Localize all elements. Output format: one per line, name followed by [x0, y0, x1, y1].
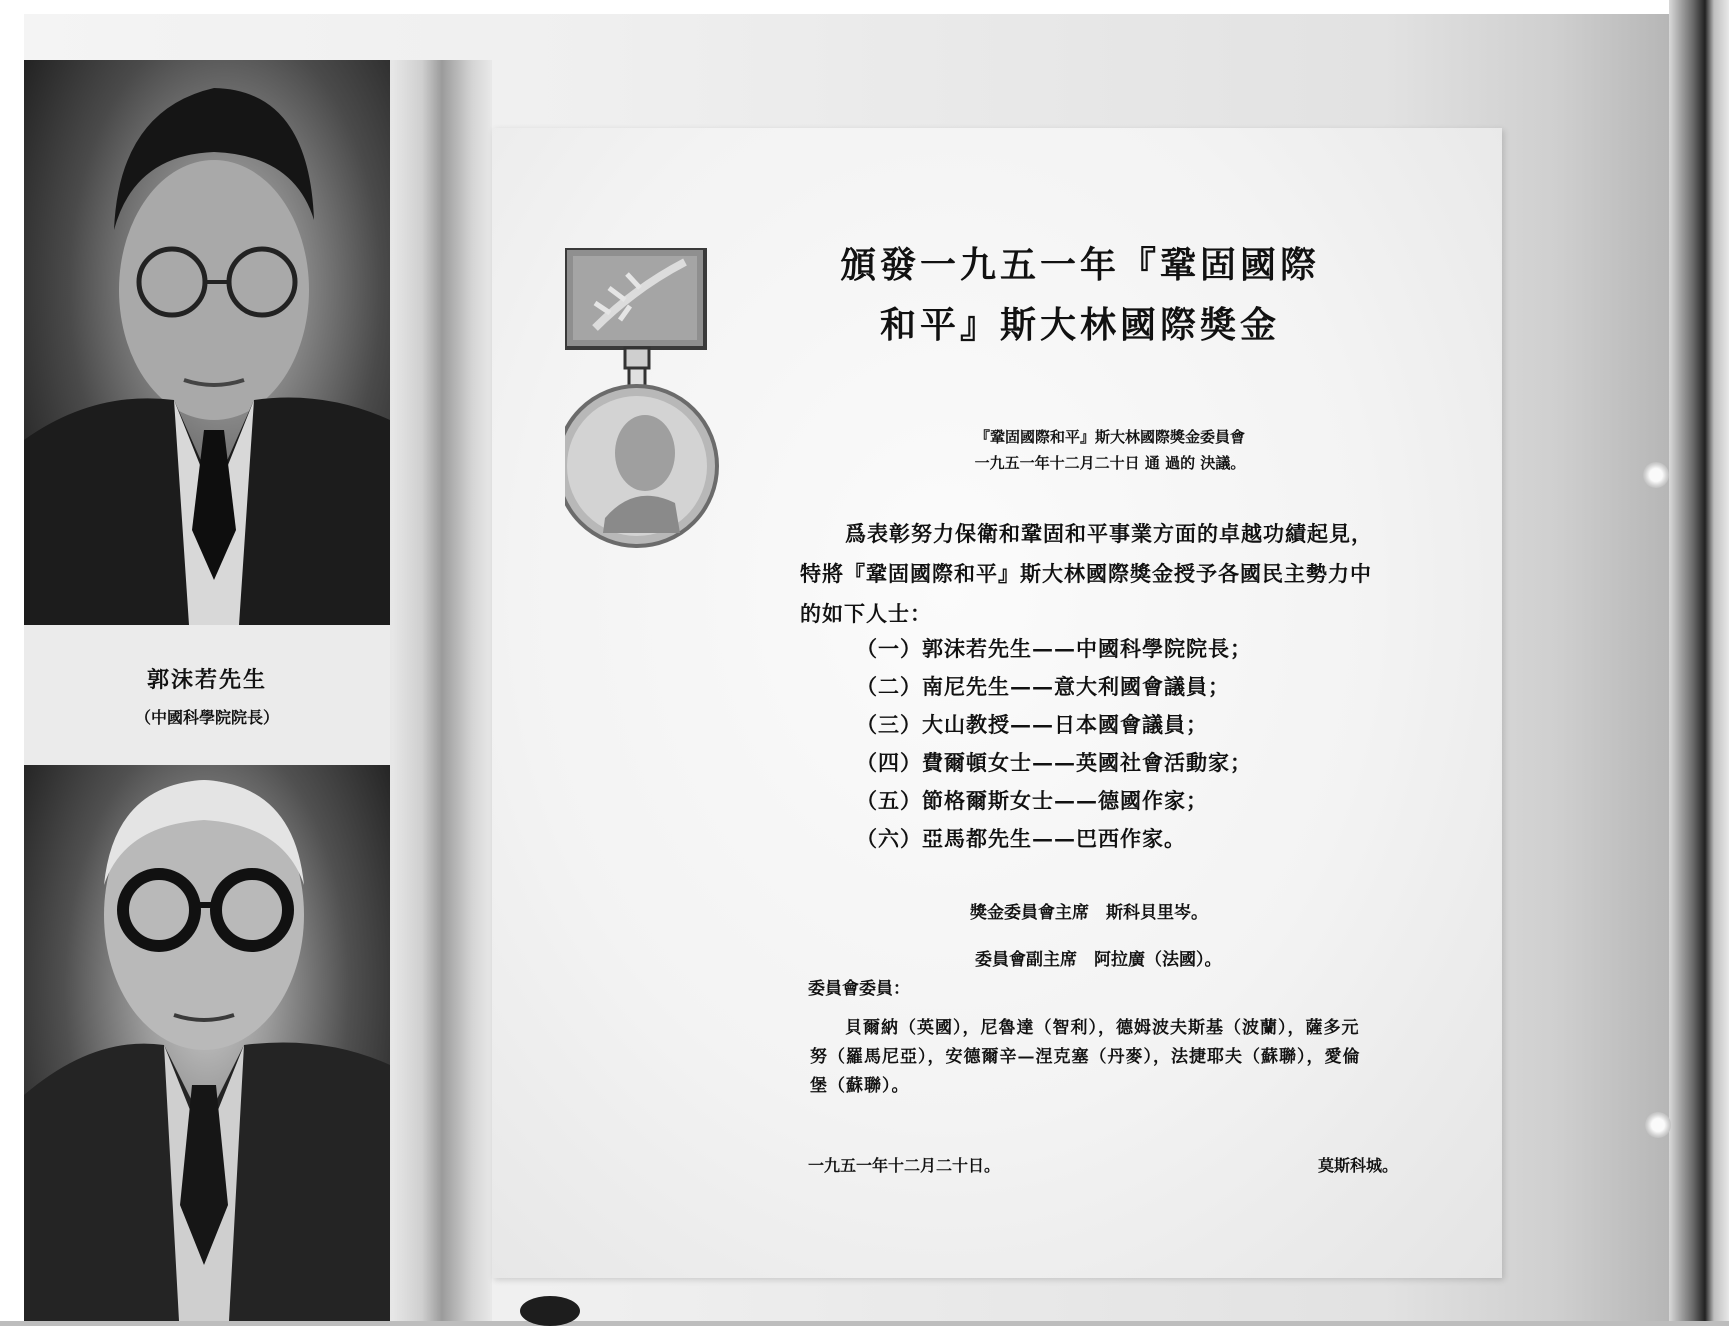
body-text-line: 爲表彰努力保衛和鞏固和平事業方面的卓越功績起見，	[845, 521, 1373, 546]
portrait-caption-name: 郭沫若先生	[146, 667, 267, 693]
members-list-line: 努（羅馬尼亞），安德爾辛—涅克塞（丹麥），法捷耶夫（蘇聯），愛倫	[810, 1047, 1361, 1067]
punch-hole	[1645, 1112, 1671, 1138]
portrait-caption-role: （中國科學院院長）	[134, 708, 279, 727]
scan-left-border	[0, 0, 24, 1321]
document-date: 一九五一年十二月二十日。	[808, 1156, 1001, 1175]
left-photo-column	[24, 60, 392, 1321]
members-list-line: 堡（蘇聯）。	[810, 1076, 910, 1096]
portrait-photo	[24, 60, 390, 625]
binder-hole	[520, 1296, 580, 1326]
body-text-line: 的如下人士：	[800, 601, 932, 626]
book-binding-edge	[1669, 0, 1729, 1321]
portrait-photo	[24, 765, 390, 1321]
punch-hole	[1643, 462, 1669, 488]
body-text-line: 特將『鞏固國際和平』斯大林國際獎金授予各國民主勢力中	[800, 561, 1372, 586]
laureate-list-item: （六）亞馬都先生——巴西作家。	[856, 826, 1186, 851]
portrait-caption	[24, 625, 390, 765]
laureate-list-item: （五）節格爾斯女士——德國作家；	[856, 788, 1208, 813]
laureate-list-item: （二）南尼先生——意大利國會議員；	[856, 674, 1230, 699]
document-place: 莫斯科城。	[1318, 1156, 1399, 1175]
laureate-list-item: （四）費爾頓女士——英國社會活動家；	[856, 750, 1252, 775]
document-title-line: 和平』斯大林國際獎金	[879, 304, 1280, 346]
laureate-list-item: （三）大山教授——日本國會議員；	[856, 712, 1208, 737]
resolution-date-line: 一九五一年十二月二十日 通 過的 決議。	[974, 454, 1246, 472]
page-fold-shadow	[392, 60, 492, 1321]
committee-vice-chairman: 委員會副主席 阿拉廣（法國）。	[975, 950, 1222, 970]
members-label: 委員會委員：	[808, 979, 910, 999]
laureate-list-item: （一）郭沫若先生——中國科學院院長；	[856, 636, 1252, 661]
members-list-line: 貝爾納（英國），尼魯達（智利），德姆波夫斯基（波蘭），薩多元	[845, 1018, 1360, 1038]
scan-top-border	[0, 0, 1729, 14]
committee-chairman: 獎金委員會主席 斯科貝里岑。	[970, 903, 1208, 923]
stalin-prize-medal-image	[565, 248, 735, 558]
committee-line: 『鞏固國際和平』斯大林國際獎金委員會	[974, 428, 1245, 446]
document-title-line: 頒發一九五一年『鞏固國際	[839, 244, 1320, 286]
